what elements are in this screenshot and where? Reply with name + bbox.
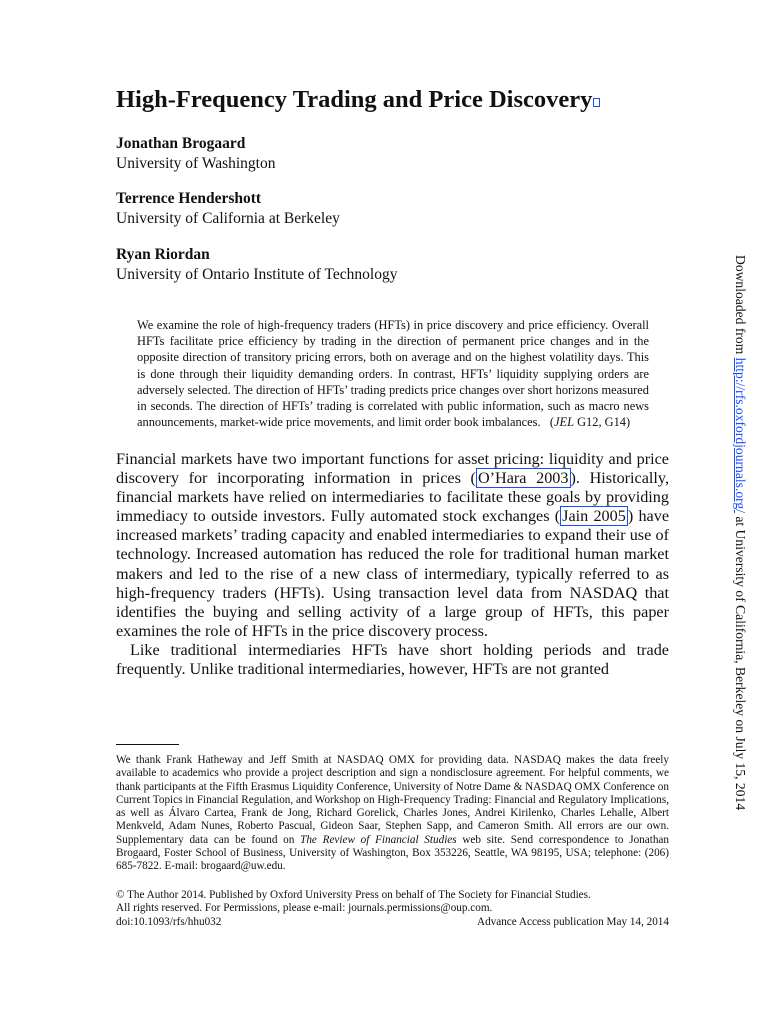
jel-label: JEL — [554, 415, 574, 430]
title-footnote-link[interactable] — [593, 98, 600, 107]
body-paragraph — [116, 450, 669, 641]
footnote-text: We thank Frank Hatheway and Jeff Smith at NASDAQ OMX for providing data. NASDAQ makes the data freely available to academics who provide a project description and sign a nondisclosure agreement. For helpful comments, we thank participants at the Fifth Erasmus Liquidity Conference, University of Notre Dame & NASDAQ OMX Conference on Current Topics in Financial Regulation, and Workshop on High-Frequency Trading: Financial and Regulatory Implications, as well as Álvaro Cartea, Frank de Jong, Richard Gorelick, Charles Jones, Andrei Kirilenko, Charles Lehalle, Albert Menkveld, Adam Nunes, Roberto Pascual, Gideon Saar, Stephen Sapp, and Cameron Smith. All errors are our own. Supplementary data can be found on — [116, 754, 669, 846]
abstract-text: We examine the role of high-frequency traders (HFTs) in price discovery and price efficiency. Overall HFTs facilitate price efficiency by trading in the direction of permanent price changes and in the opposite direction of transitory pricing errors, both on average and on the highest volatility days. This is done through their liquidity demanding orders. In contrast, HFTs’ liquidity supplying orders are adversely selected. The direction of HFTs’ trading predicts price changes over short horizons measured in seconds. The direction of HFTs’ trading is correlated with public information, such as macro news announcements, market-wide price movements, and limit order book imbalances. — [137, 318, 649, 430]
body-text-span: ) have increased markets’ trading capacity and enabled intermediaries to expand their use of technology. Increased automation has reduced the role for traditional human market makers and led to the rise of a new class of intermediary, typically referred to as high-frequency traders (HFTs). Using transaction level data from NASDAQ that identifies the buying and selling activity of a large group of HFTs, this paper examines the role of HFTs in the price discovery process. — [116, 507, 669, 640]
author-affiliation: University of Ontario Institute of Technology — [116, 266, 398, 283]
author-affiliation: University of Washington — [116, 155, 276, 172]
journal-name: The Review of Financial Studies — [300, 833, 457, 846]
title-text: High-Frequency Trading and Price Discovery — [116, 86, 593, 113]
copyright-line: © The Author 2014. Published by Oxford University Press on behalf of The Society for Financial Studies. — [116, 889, 591, 901]
copyright-block — [116, 889, 669, 929]
body-paragraph: Like traditional intermediaries HFTs have short holding periods and trade frequently. Unlike traditional intermediaries, however, HFTs are not granted — [116, 640, 669, 679]
advance-access: Advance Access publication May 14, 2014 — [476, 915, 669, 928]
citation-link[interactable]: Jain 2005 — [562, 507, 626, 526]
sidebar-suffix: at University of California, Berkeley on July 15, 2014 — [733, 513, 748, 811]
footnote-rule — [116, 744, 179, 745]
journal-url-link[interactable]: http://rfs.oxfordjournals.org/ — [733, 357, 748, 513]
citation-link[interactable]: O’Hara 2003 — [477, 469, 569, 488]
body-text-span: Financial markets have two important functions for asset pricing: liquidity and price discovery for incorporating information in prices ( — [116, 450, 669, 488]
body-text — [116, 450, 669, 679]
author-block — [116, 245, 676, 285]
download-sidebar — [731, 255, 751, 811]
body-text-span: ). Historically, financial markets have relied on intermediaries to facilitate these goals by providing immediacy to outside investors. Fully automated stock exchanges ( — [116, 469, 670, 526]
footnote-text: web site. Send correspondence to Jonathan Brogaard, Foster School of Business, University of Washington, Box 353226, Seattle, WA 98195, USA; telephone: (206) 685-7822. E-mail: brogaard@uw.edu. — [116, 833, 669, 873]
doi: doi:10.1093/rfs/hhu032 — [116, 915, 222, 928]
author-name: Jonathan Brogaard — [116, 135, 246, 152]
jel-codes: G12, G14) — [577, 415, 631, 430]
paper-title — [116, 84, 676, 116]
author-block — [116, 189, 676, 229]
author-name: Terrence Hendershott — [116, 190, 262, 207]
rights-line: All rights reserved. For Permissions, please e-mail: journals.permissions@oup.com. — [116, 902, 493, 915]
author-name: Ryan Riordan — [116, 246, 210, 263]
footnote — [116, 754, 669, 874]
author-block — [116, 134, 676, 174]
author-affiliation: University of California at Berkeley — [116, 210, 340, 227]
sidebar-prefix: Downloaded from — [733, 255, 748, 358]
abstract: We examine the role of high-frequency traders (HFTs) in price discovery and price efficiency. Overall HFTs facilitate price efficiency by trading in the direction of permanent price changes and in the opposite direction of transitory pricing errors, both on average and on the highest volatility days. This is done through their liquidity demanding orders. In contrast, HFTs’ liquidity supplying orders are adversely selected. The direction of HFTs’ trading predicts price changes over short horizons measured in seconds. The direction of HFTs’ trading is correlated with public information, such as macro news announcements, market-wide price movements, and limit order book imbalances. (JEL G12, G14) — [137, 318, 649, 430]
